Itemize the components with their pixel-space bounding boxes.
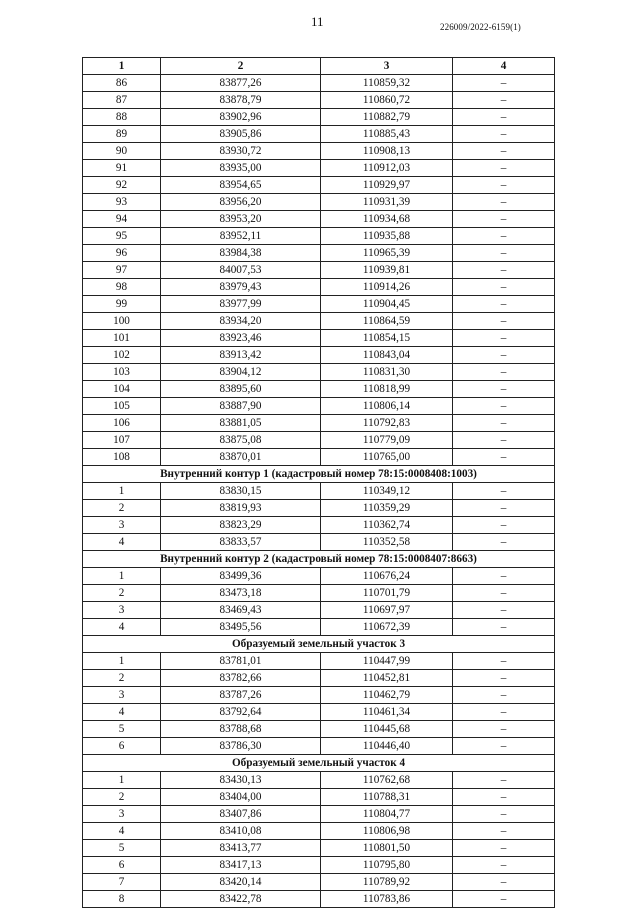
section-heading-row [83, 755, 555, 772]
column-4-value: – [453, 296, 555, 313]
column-4-value: – [453, 500, 555, 517]
coordinate-y: 110929,97 [321, 177, 453, 194]
column-4-value: – [453, 857, 555, 874]
column-4-value: – [453, 262, 555, 279]
column-4-value: – [453, 347, 555, 364]
coordinate-x: 83788,68 [161, 721, 321, 738]
coordinate-x: 83952,11 [161, 228, 321, 245]
table-row [83, 534, 555, 551]
column-4-value: – [453, 721, 555, 738]
column-4-value: – [453, 126, 555, 143]
point-number: 86 [83, 75, 161, 92]
coordinate-y: 110762,68 [321, 772, 453, 789]
coordinate-x: 83877,26 [161, 75, 321, 92]
coordinate-x: 83473,18 [161, 585, 321, 602]
column-4-value: – [453, 483, 555, 500]
coordinate-x: 83905,86 [161, 126, 321, 143]
column-4-value: – [453, 568, 555, 585]
coordinate-x: 83417,13 [161, 857, 321, 874]
coordinate-y: 110912,03 [321, 160, 453, 177]
column-4-value: – [453, 432, 555, 449]
coordinate-x: 83422,78 [161, 891, 321, 908]
column-4-value: – [453, 109, 555, 126]
point-number: 4 [83, 619, 161, 636]
column-4-value: – [453, 415, 555, 432]
table-row [83, 245, 555, 262]
coordinate-x: 83469,43 [161, 602, 321, 619]
point-number: 1 [83, 653, 161, 670]
table-row [83, 721, 555, 738]
table-row [83, 296, 555, 313]
column-header-2: 2 [161, 58, 321, 75]
coordinate-y: 110904,45 [321, 296, 453, 313]
coordinate-y: 110362,74 [321, 517, 453, 534]
coordinate-x: 83781,01 [161, 653, 321, 670]
point-number: 4 [83, 534, 161, 551]
point-number: 104 [83, 381, 161, 398]
coordinate-x: 83792,64 [161, 704, 321, 721]
table-row [83, 347, 555, 364]
table-row [83, 483, 555, 500]
point-number: 1 [83, 483, 161, 500]
table-row [83, 840, 555, 857]
column-4-value: – [453, 449, 555, 466]
table-row [83, 789, 555, 806]
column-4-value: – [453, 194, 555, 211]
coordinate-y: 110789,92 [321, 874, 453, 891]
column-4-value: – [453, 143, 555, 160]
table-body [83, 75, 555, 908]
point-number: 3 [83, 806, 161, 823]
point-number: 105 [83, 398, 161, 415]
table-row [83, 449, 555, 466]
table-row [83, 432, 555, 449]
coordinate-x: 83786,30 [161, 738, 321, 755]
coordinate-y: 110788,31 [321, 789, 453, 806]
column-header-1: 1 [83, 58, 161, 75]
coordinate-y: 110783,86 [321, 891, 453, 908]
coordinate-x: 83881,05 [161, 415, 321, 432]
table-row [83, 126, 555, 143]
column-4-value: – [453, 738, 555, 755]
coordinate-y: 110831,30 [321, 364, 453, 381]
table-row [83, 585, 555, 602]
column-4-value: – [453, 891, 555, 908]
column-4-value: – [453, 279, 555, 296]
table-row [83, 92, 555, 109]
coordinate-y: 110843,04 [321, 347, 453, 364]
table-row [83, 704, 555, 721]
table-row [83, 602, 555, 619]
column-4-value: – [453, 160, 555, 177]
coordinate-y: 110792,83 [321, 415, 453, 432]
column-4-value: – [453, 398, 555, 415]
coordinate-x: 84007,53 [161, 262, 321, 279]
coordinate-y: 110452,81 [321, 670, 453, 687]
column-4-value: – [453, 245, 555, 262]
coordinate-x: 83953,20 [161, 211, 321, 228]
coordinate-y: 110352,58 [321, 534, 453, 551]
point-number: 2 [83, 670, 161, 687]
column-4-value: – [453, 381, 555, 398]
coordinate-x: 83787,26 [161, 687, 321, 704]
coordinate-y: 110908,13 [321, 143, 453, 160]
column-4-value: – [453, 177, 555, 194]
coordinate-y: 110864,59 [321, 313, 453, 330]
table-row [83, 364, 555, 381]
coordinate-x: 83875,08 [161, 432, 321, 449]
column-4-value: – [453, 874, 555, 891]
coordinate-x: 83420,14 [161, 874, 321, 891]
column-4-value: – [453, 364, 555, 381]
point-number: 98 [83, 279, 161, 296]
table-row [83, 857, 555, 874]
coordinate-y: 110882,79 [321, 109, 453, 126]
column-4-value: – [453, 75, 555, 92]
column-4-value: – [453, 687, 555, 704]
column-header-3: 3 [321, 58, 453, 75]
table-row [83, 738, 555, 755]
table-row [83, 279, 555, 296]
point-number: 5 [83, 840, 161, 857]
coordinate-x: 83887,90 [161, 398, 321, 415]
column-4-value: – [453, 619, 555, 636]
table-row [83, 687, 555, 704]
coordinate-y: 110765,00 [321, 449, 453, 466]
point-number: 89 [83, 126, 161, 143]
table-row [83, 313, 555, 330]
coordinate-y: 110804,77 [321, 806, 453, 823]
coordinate-y: 110697,97 [321, 602, 453, 619]
coordinate-y: 110939,81 [321, 262, 453, 279]
section-heading: Образуемый земельный участок 3 [83, 636, 555, 653]
point-number: 93 [83, 194, 161, 211]
column-4-value: – [453, 704, 555, 721]
coordinate-y: 110806,98 [321, 823, 453, 840]
coordinate-x: 83930,72 [161, 143, 321, 160]
coordinate-y: 110806,14 [321, 398, 453, 415]
coordinate-x: 83954,65 [161, 177, 321, 194]
section-heading-row [83, 551, 555, 568]
coordinate-x: 83902,96 [161, 109, 321, 126]
point-number: 7 [83, 874, 161, 891]
table-row [83, 398, 555, 415]
table-row [83, 874, 555, 891]
column-4-value: – [453, 823, 555, 840]
table-row [83, 177, 555, 194]
point-number: 1 [83, 568, 161, 585]
table-row [83, 160, 555, 177]
column-4-value: – [453, 602, 555, 619]
coordinate-y: 110859,32 [321, 75, 453, 92]
coordinate-y: 110801,50 [321, 840, 453, 857]
point-number: 6 [83, 857, 161, 874]
coordinate-x: 83782,66 [161, 670, 321, 687]
coordinate-y: 110349,12 [321, 483, 453, 500]
point-number: 94 [83, 211, 161, 228]
coordinate-x: 83979,43 [161, 279, 321, 296]
coordinate-x: 83904,12 [161, 364, 321, 381]
point-number: 102 [83, 347, 161, 364]
table-row [83, 143, 555, 160]
coordinate-y: 110672,39 [321, 619, 453, 636]
coordinate-x: 83833,57 [161, 534, 321, 551]
table-row [83, 653, 555, 670]
section-heading: Образуемый земельный участок 4 [83, 755, 555, 772]
coordinate-y: 110359,29 [321, 500, 453, 517]
table-row [83, 806, 555, 823]
section-heading: Внутренний контур 1 (кадастровый номер 78:15:0008408:1003) [83, 466, 555, 483]
page-number: 11 [311, 14, 324, 29]
coordinate-x: 83430,13 [161, 772, 321, 789]
coordinate-x: 83404,00 [161, 789, 321, 806]
column-4-value: – [453, 211, 555, 228]
table-row [83, 568, 555, 585]
coordinate-y: 110676,24 [321, 568, 453, 585]
coordinate-x: 83870,01 [161, 449, 321, 466]
coordinate-x: 83495,56 [161, 619, 321, 636]
column-header-4: 4 [453, 58, 555, 75]
document-code: 226009/2022-6159(1) [440, 22, 521, 32]
column-4-value: – [453, 840, 555, 857]
coordinate-y: 110701,79 [321, 585, 453, 602]
column-4-value: – [453, 313, 555, 330]
column-4-value: – [453, 806, 555, 823]
table-row [83, 262, 555, 279]
column-4-value: – [453, 228, 555, 245]
point-number: 91 [83, 160, 161, 177]
table-row [83, 772, 555, 789]
coordinate-y: 110446,40 [321, 738, 453, 755]
table-row [83, 415, 555, 432]
point-number: 4 [83, 823, 161, 840]
column-4-value: – [453, 330, 555, 347]
point-number: 106 [83, 415, 161, 432]
point-number: 5 [83, 721, 161, 738]
point-number: 2 [83, 500, 161, 517]
coordinate-y: 110795,80 [321, 857, 453, 874]
table-row [83, 75, 555, 92]
coordinate-y: 110885,43 [321, 126, 453, 143]
column-4-value: – [453, 772, 555, 789]
coordinate-y: 110914,26 [321, 279, 453, 296]
point-number: 8 [83, 891, 161, 908]
coordinate-x: 83895,60 [161, 381, 321, 398]
column-4-value: – [453, 92, 555, 109]
coordinate-y: 110934,68 [321, 211, 453, 228]
point-number: 99 [83, 296, 161, 313]
point-number: 107 [83, 432, 161, 449]
table-row [83, 619, 555, 636]
coordinate-x: 83410,08 [161, 823, 321, 840]
point-number: 3 [83, 687, 161, 704]
coordinate-y: 110854,15 [321, 330, 453, 347]
coordinate-x: 83977,99 [161, 296, 321, 313]
coordinate-y: 110447,99 [321, 653, 453, 670]
section-heading: Внутренний контур 2 (кадастровый номер 78:15:0008407:8663) [83, 551, 555, 568]
table-row [83, 109, 555, 126]
point-number: 103 [83, 364, 161, 381]
table-row [83, 211, 555, 228]
column-4-value: – [453, 534, 555, 551]
point-number: 100 [83, 313, 161, 330]
point-number: 87 [83, 92, 161, 109]
coordinate-y: 110965,39 [321, 245, 453, 262]
coordinate-x: 83913,42 [161, 347, 321, 364]
coordinate-y: 110461,34 [321, 704, 453, 721]
coordinate-x: 83413,77 [161, 840, 321, 857]
point-number: 92 [83, 177, 161, 194]
table-row [83, 330, 555, 347]
table-row [83, 381, 555, 398]
point-number: 101 [83, 330, 161, 347]
coordinate-x: 83923,46 [161, 330, 321, 347]
coordinate-x: 83956,20 [161, 194, 321, 211]
table-row [83, 228, 555, 245]
coordinate-y: 110818,99 [321, 381, 453, 398]
point-number: 6 [83, 738, 161, 755]
table-row [83, 500, 555, 517]
column-4-value: – [453, 585, 555, 602]
coordinate-x: 83499,36 [161, 568, 321, 585]
column-4-value: – [453, 653, 555, 670]
table-row [83, 670, 555, 687]
coordinate-x: 83984,38 [161, 245, 321, 262]
table-row [83, 194, 555, 211]
point-number: 3 [83, 517, 161, 534]
coordinate-x: 83878,79 [161, 92, 321, 109]
table-row [83, 517, 555, 534]
coordinate-y: 110935,88 [321, 228, 453, 245]
column-4-value: – [453, 670, 555, 687]
point-number: 95 [83, 228, 161, 245]
coordinate-y: 110445,68 [321, 721, 453, 738]
coordinate-x: 83407,86 [161, 806, 321, 823]
point-number: 3 [83, 602, 161, 619]
coordinate-x: 83830,15 [161, 483, 321, 500]
coordinate-x: 83823,29 [161, 517, 321, 534]
point-number: 4 [83, 704, 161, 721]
section-heading-row [83, 466, 555, 483]
point-number: 97 [83, 262, 161, 279]
coordinate-y: 110779,09 [321, 432, 453, 449]
point-number: 2 [83, 585, 161, 602]
header-row [83, 58, 555, 75]
coordinate-y: 110462,79 [321, 687, 453, 704]
column-4-value: – [453, 789, 555, 806]
column-4-value: – [453, 517, 555, 534]
point-number: 1 [83, 772, 161, 789]
section-heading-row [83, 636, 555, 653]
coordinate-x: 83819,93 [161, 500, 321, 517]
point-number: 88 [83, 109, 161, 126]
table-row [83, 823, 555, 840]
coordinate-x: 83934,20 [161, 313, 321, 330]
point-number: 108 [83, 449, 161, 466]
coordinate-y: 110860,72 [321, 92, 453, 109]
point-number: 2 [83, 789, 161, 806]
point-number: 96 [83, 245, 161, 262]
point-number: 90 [83, 143, 161, 160]
coordinates-table [82, 57, 555, 908]
coordinate-y: 110931,39 [321, 194, 453, 211]
coordinate-x: 83935,00 [161, 160, 321, 177]
